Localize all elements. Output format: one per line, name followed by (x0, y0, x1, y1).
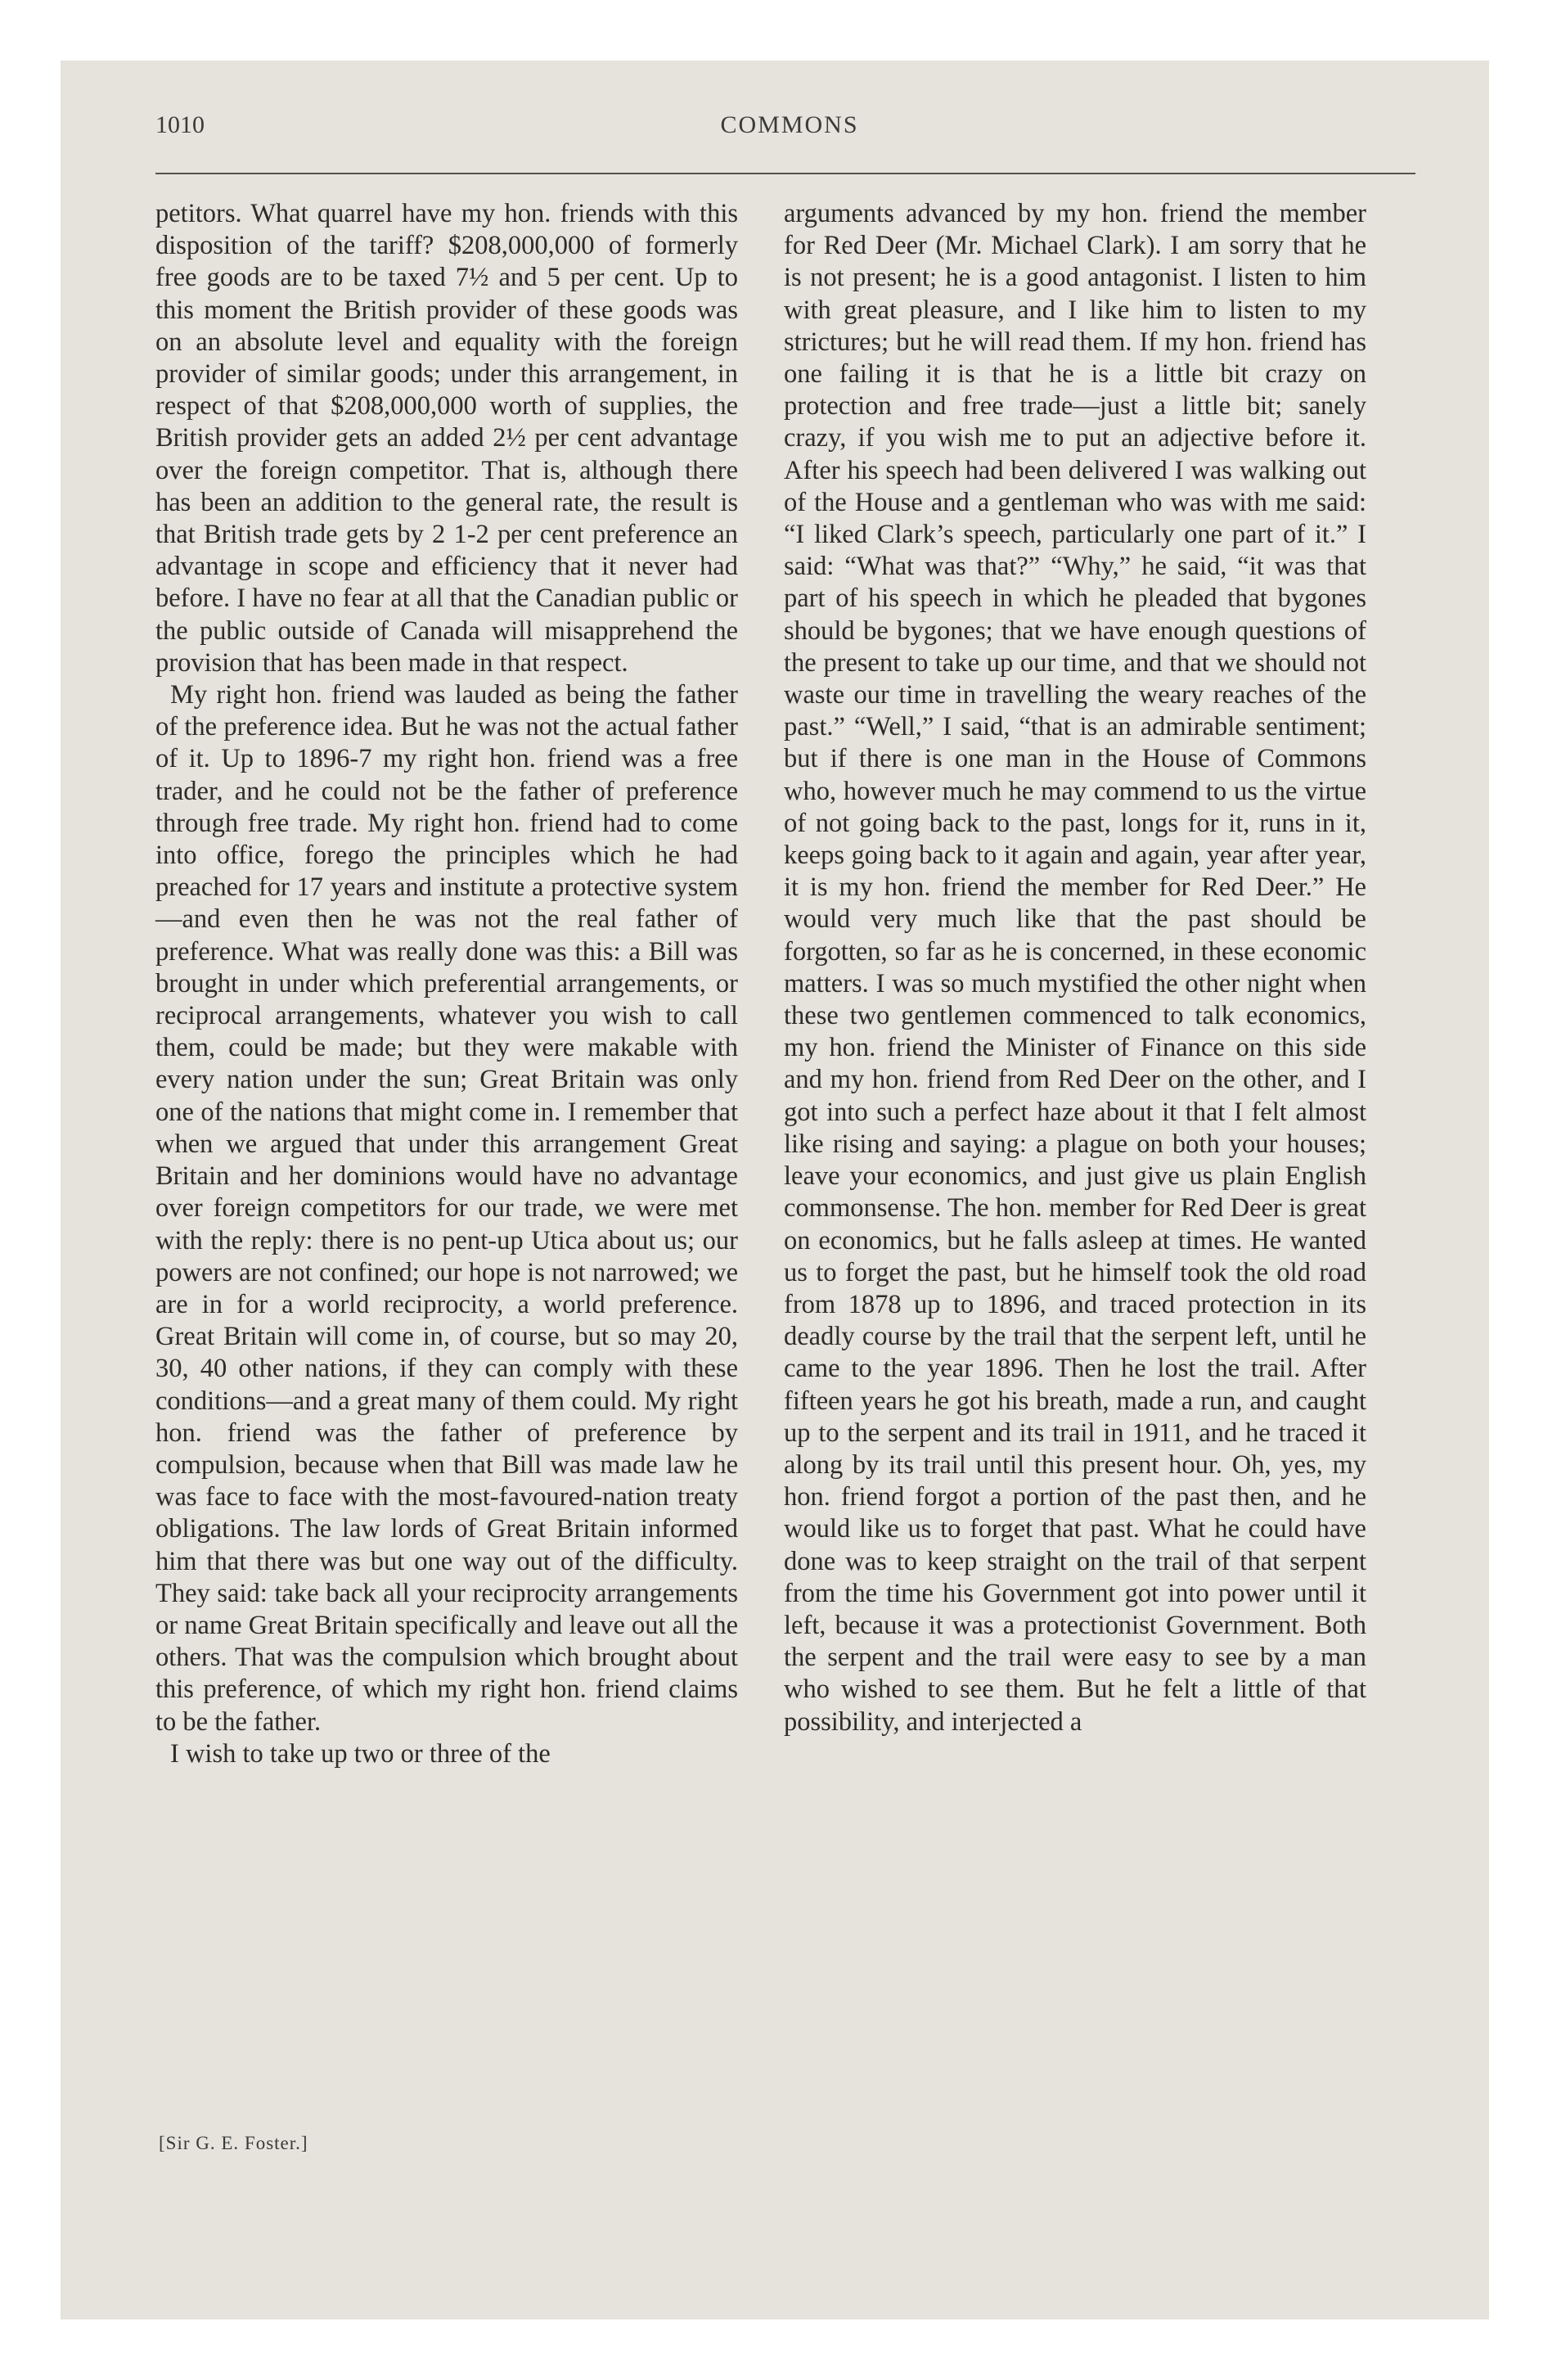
paragraph: My right hon. friend was lauded as being the father of the preference idea. But he was not the actual father of it. Up to 1896-7 my right hon. friend was a free trader, and he could not be the father of preference through free trade. My right hon. friend had to come into office, forego the principles which he had preached for 17 years and institute a protective system —and even then he was not the real father of preference. What was really done was this: a Bill was brought in under which preferential arrangements, or reciprocal arrangements, whatever you wish to call them, could be made; but they were makable with every nation under the sun; Great Britain was only one of the nations that might come in. I remember that when we argued that under this arrangement Great Britain and her dominions would have no advantage over foreign competitors for our trade, we were met with the reply: there is no pent-up Utica about us; our powers are not confined; our hope is not narrowed; we are in for a world reciprocity, a world preference. Great Britain will come in, of course, but so may 20, 30, 40 other nations, if they can comply with these conditions—and a great many of them could. My right hon. friend was the father of preference by compulsion, because when that Bill was made law he was face to face with the most-favoured-nation treaty obligations. The law lords of Great Britain informed him that there was but one way out of the difficulty. They said: take back all your reciprocity arrangements or name Great Britain specifically and leave out all the others. That was the compulsion which brought about this preference, of which my right hon. friend claims to be the father. (155, 680, 739, 1737)
running-head: COMMONS (720, 111, 859, 138)
right-column (784, 198, 1366, 1738)
paragraph: I wish to take up two or three of the (170, 1738, 551, 1769)
header-rule (155, 173, 1415, 174)
paragraph: arguments advanced by my hon. friend the member for Red Deer (Mr. Michael Clark). I am sorry that he is not present; he is a good antagonist. I listen to him with great pleasure, and I like him to listen to my strictures; but he will read them. If my hon. friend has one failing it is that he is a little bit crazy on protection and free trade—just a little bit; sanely crazy, if you wish me to put an adjective before it. After his speech had been delivered I was walking out of the House and a gentleman who was with me said: “I liked Clark’s speech, particularly one part of it.” I said: “What was that?” “Why,” he said, “it was that part of his speech in which he pleaded that bygones should be bygones; that we have enough questions of the present to take up our time, and that we should not waste our time in travelling the weary reaches of the past.” “Well,” I said, “that is an admirable sentiment; but if there is one man in the House of Commons who, however much he may commend to us the virtue of not going back to the past, longs for it, runs in it, keeps going back to it again and again, year after year, it is my hon. friend the member for Red Deer.” He would very much like that the past should be forgotten, so far as he is concerned, in these economic matters. I was so much mystified the other night when these two gentlemen commenced to talk economics, my hon. friend the Minister of Finance on this side and my hon. friend from Red Deer on the other, and I got into such a perfect haze about it that I felt almost like rising and saying: a plague on both your houses; leave your economics, and just give us plain English commonsense. The hon. member for Red Deer is great on economics, but he falls asleep at times. He wanted us to forget the past, but he himself took the old road from 1878 up to 1896, and traced protection in its deadly course by the trail that the serpent left, until he came to the year 1896. Then he lost the trail. After fifteen years he got his breath, made a run, and caught up to the serpent and its trail in 1911, and he traced it along by its trail until this present hour. Oh, yes, my hon. friend forgot a portion of the past then, and he would like us to forget that past. What he could have done was to keep straight on the trail of that serpent from the time his Government got into power until it left, because it was a protectionist Government. Both the serpent and the trail were easy to see by a man who wished to see them. But he felt a little of that possibility, and interjected a (784, 199, 1366, 1737)
page-header (155, 111, 1424, 151)
speaker-note: [Sir G. E. Foster.] (159, 2133, 308, 2153)
page-number: 1010 (155, 111, 205, 138)
paragraph: petitors. What quarrel have my hon. friends with this disposition of the tariff? $208,000,000 of formerly free goods are to be taxed 7½ and 5 per cent. Up to this moment the British provider of these goods was on an absolute level and equality with the foreign provider of similar goods; under this arrangement, in respect of that $208,000,000 worth of supplies, the British provider gets an added 2½ per cent advantage over the foreign competitor. That is, although there has been an addition to the general rate, the result is that British trade gets by 2 1-2 per cent preference an advantage in scope and efficiency that it never had before. I have no fear at all that the Canadian public or the public outside of Canada will misapprehend the provision that has been made in that respect. (155, 199, 738, 678)
left-column (155, 198, 738, 1770)
